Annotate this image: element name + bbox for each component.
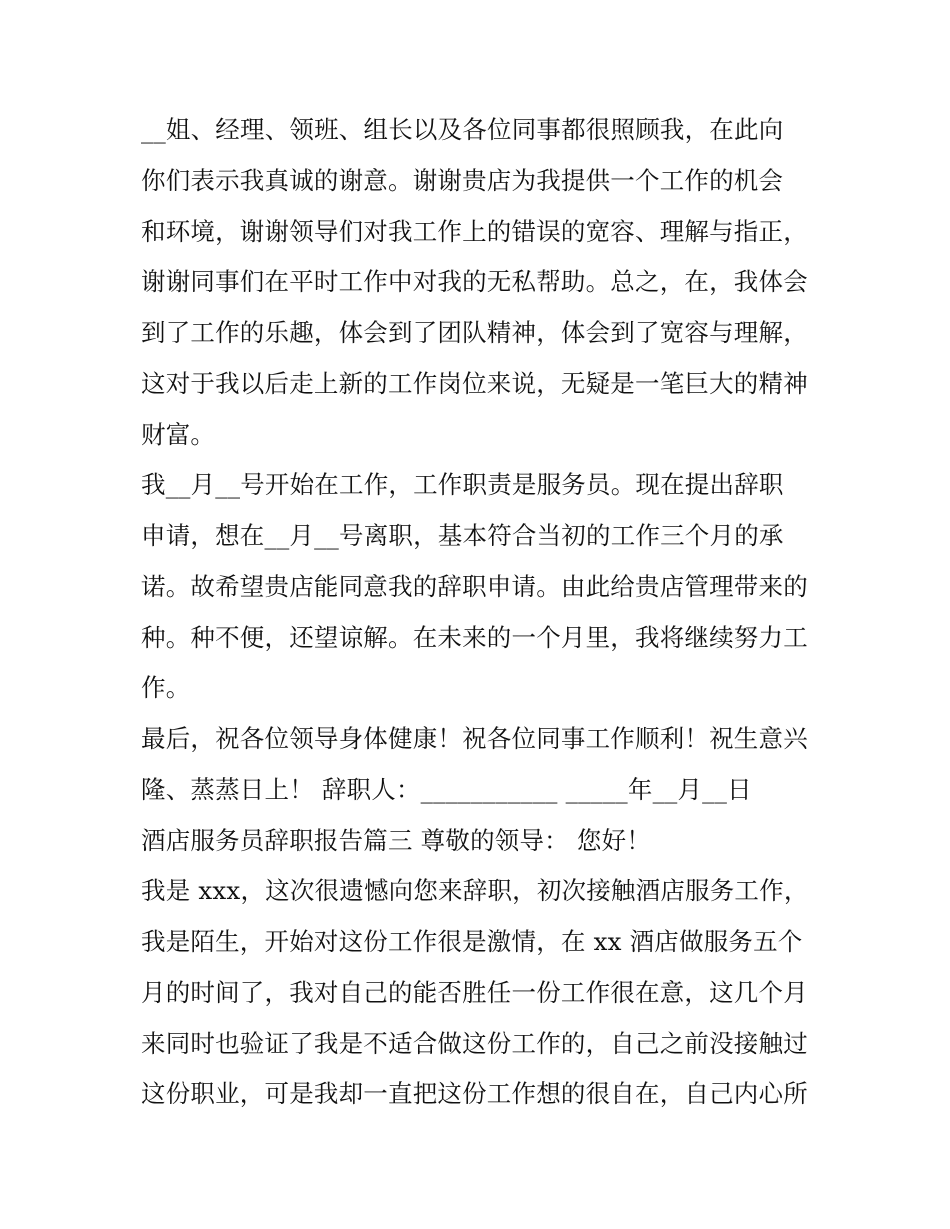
text-line: 种。种不便，还望谅解。在未来的一个月里，我将继续努力工 <box>141 623 808 652</box>
text-line: 这份职业，可是我却一直把这份工作想的很自在，自己内心所 <box>141 1079 808 1108</box>
text-line: 我是陌生，开始对这份工作很是激情，在 xx 酒店做服务五个 <box>141 927 803 956</box>
text-line: 隆、蒸蒸日上！ 辞职人：___________ _____年__月__日 <box>141 775 752 804</box>
text-line: 谢谢同事们在平时工作中对我的无私帮助。总之，在，我体会 <box>141 267 808 296</box>
text-line: 到了工作的乐趣，体会到了团队精神，体会到了宽容与理解， <box>141 318 808 347</box>
text-line: __姐、经理、领班、组长以及各位同事都很照顾我，在此向 <box>141 115 784 144</box>
text-line: 我__月__号开始在工作，工作职责是服务员。现在提出辞职 <box>141 470 784 499</box>
text-line: 你们表示我真诚的谢意。谢谢贵店为我提供一个工作的机会 <box>141 166 784 195</box>
text-line: 财富。 <box>141 420 216 449</box>
text-line: 最后，祝各位领导身体健康！祝各位同事工作顺利！祝生意兴 <box>141 724 808 753</box>
text-line: 酒店服务员辞职报告篇三 尊敬的领导： 您好！ <box>141 826 651 855</box>
text-line: 和环境，谢谢领导们对我工作上的错误的宽容、理解与指正， <box>141 217 808 246</box>
text-line: 月的时间了，我对自己的能否胜任一份工作很在意，这几个月 <box>141 978 808 1007</box>
text-line: 作。 <box>141 673 191 702</box>
text-line: 申请，想在__月__号离职，基本符合当初的工作三个月的承 <box>141 521 784 550</box>
text-line: 来同时也验证了我是不适合做这份工作的，自己之前没接触过 <box>141 1029 808 1058</box>
text-line: 诺。故希望贵店能同意我的辞职申请。由此给贵店管理带来的 <box>141 572 808 601</box>
text-line: 这对于我以后走上新的工作岗位来说，无疑是一笔巨大的精神 <box>141 369 808 398</box>
text-line: 我是 xxx，这次很遗憾向您来辞职，初次接触酒店服务工作， <box>141 876 809 905</box>
